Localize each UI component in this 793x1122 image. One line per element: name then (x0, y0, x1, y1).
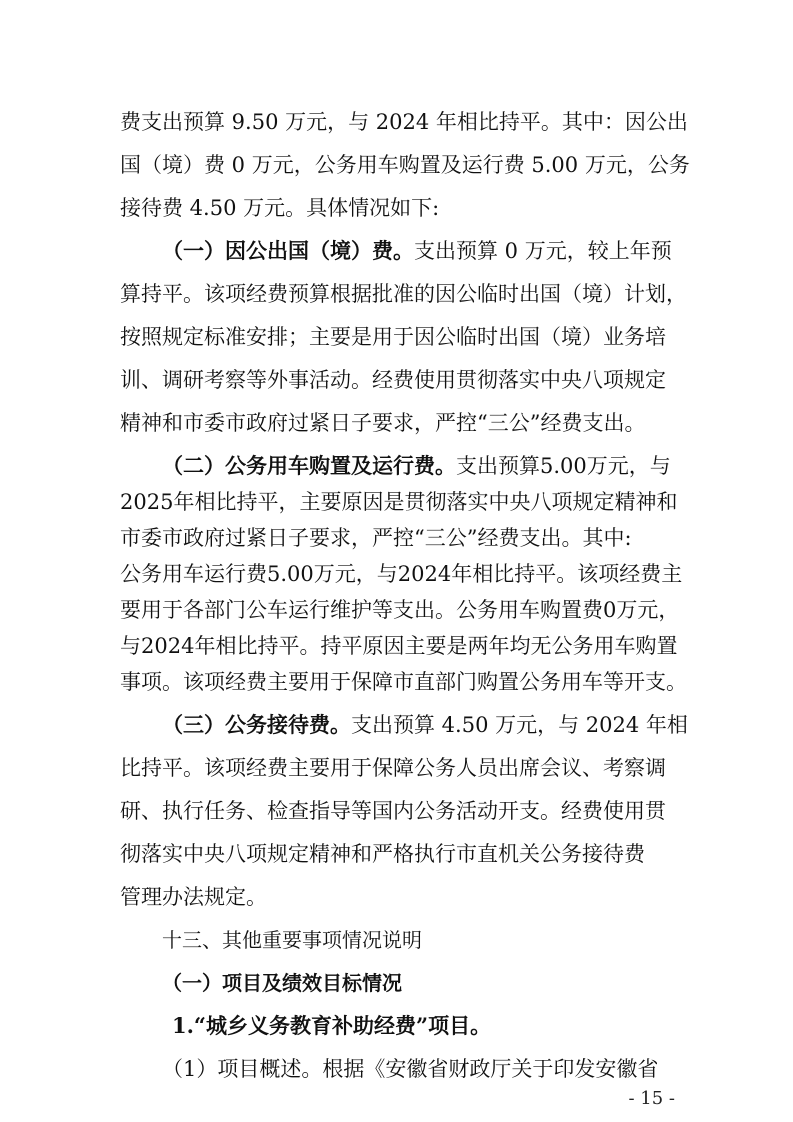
paragraph-line: 公务用车运行费5.00万元，与2024年相比持平。该项经费主 (120, 562, 683, 586)
subsection-heading: （一）项目及绩效目标情况 (162, 971, 402, 995)
paragraph-line: （1）项目概述。根据《安徽省财政厅关于印发安徽省 (162, 1057, 659, 1081)
paragraph-line: 彻落实中央八项规定精神和严格执行市直机关公务接待费 (120, 842, 645, 866)
paragraph-line: 按照规定标准安排；主要是用于因公临时出国（境）业务培 (120, 325, 666, 349)
paragraph-text: 支出预算 0 万元，较上年预 (414, 239, 672, 263)
paragraph-line: 与2024年相比持平。持平原因主要是两年均无公务用车购置 (120, 634, 678, 658)
paragraph-line: 比持平。该项经费主要用于保障公务人员出席会议、考察调 (120, 756, 666, 780)
section-heading: 十三、其他重要事项情况说明 (162, 928, 422, 952)
paragraph-text: 支出预算5.00万元，与 (456, 454, 671, 478)
paragraph-line: 接待费 4.50 万元。具体情况如下: (120, 196, 440, 220)
paragraph-lead: （一）因公出国（境）费。 (162, 238, 414, 263)
paragraph-lead: （三）公务接待费。 (162, 712, 351, 737)
paragraph-lead: （二）公务用车购置及运行费。 (162, 453, 456, 478)
paragraph-line: 国（境）费 0 万元，公务用车购置及运行费 5.00 万元，公务 (120, 153, 690, 177)
paragraph-line: 2025年相比持平，主要原因是贯彻落实中央八项规定精神和 (120, 490, 678, 514)
paragraph-line: 要用于各部门公车运行维护等支出。公务用车购置费0万元， (120, 598, 680, 622)
paragraph-line: 研、执行任务、检查指导等国内公务活动开支。经费使用贯 (120, 799, 666, 823)
paragraph-line: 精神和市委市政府过紧日子要求，严控“三公”经费支出。 (120, 411, 646, 435)
paragraph-line: 市委市政府过紧日子要求，严控“三公”经费支出。其中: (120, 526, 632, 550)
paragraph-first-line (162, 710, 688, 740)
paragraph-line: 事项。该项经费主要用于保障市直部门购置公务用车等开支。 (120, 670, 687, 694)
paragraph-text: 支出预算 4.50 万元，与 2024 年相 (351, 713, 688, 737)
paragraph-first-line (162, 451, 671, 481)
paragraph-line: 算持平。该项经费预算根据批准的因公临时出国（境）计划， (120, 282, 687, 306)
paragraph-line: 费支出预算 9.50 万元，与 2024 年相比持平。其中：因公出 (120, 110, 688, 134)
paragraph-line: 管理办法规定。 (120, 885, 267, 909)
paragraph-first-line (162, 236, 672, 266)
paragraph-line: 训、调研考察等外事活动。经费使用贯彻落实中央八项规定 (120, 368, 666, 392)
page-number: - 15 - (628, 1088, 675, 1109)
item-heading: 1.“城乡义务教育补助经费”项目。 (172, 1013, 492, 1038)
